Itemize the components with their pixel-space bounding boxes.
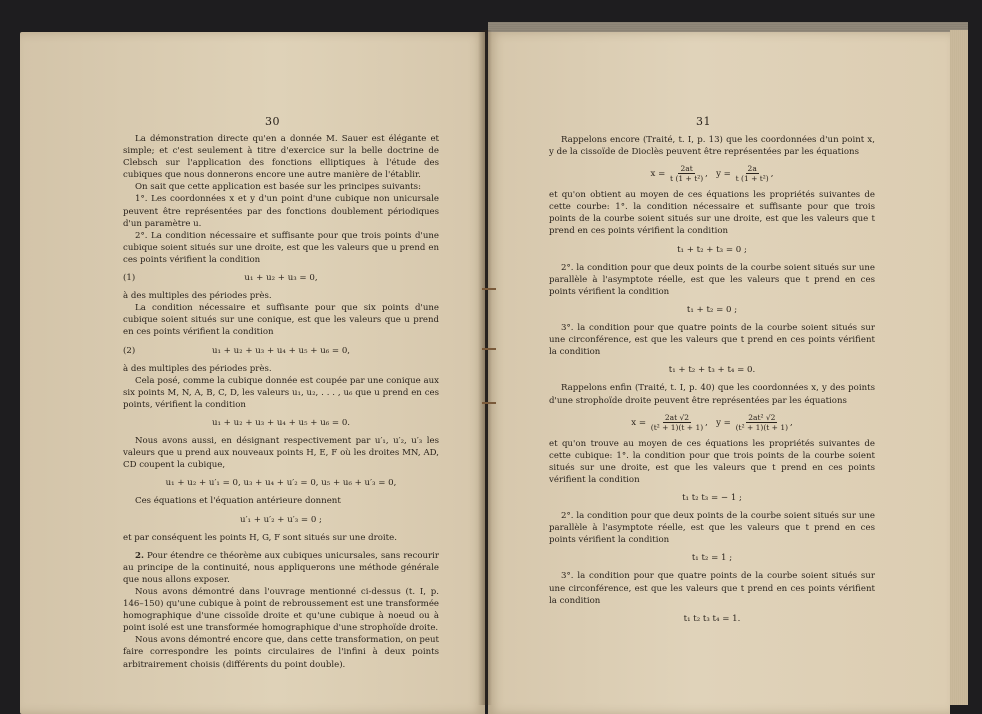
- paragraph: 3°. la condition pour que quatre points de la courbe soient situés sur une circonférence, est que les valeurs que t prend en ces points vérifient la condition: [549, 323, 875, 358]
- equation-strophoid: x = $\frac{2at √2}{\text{(t² + 1)(t + 1)}}$ , y = $\frac{\text{2at² √2}}{\text{(t² + 1)(t + 1)}}$ ,: [631, 412, 793, 432]
- paragraph: Nous avons démontré encore que, dans cette transformation, on peut faire correspondre les points circulaires de l'infini à deux points arbitrairement choisis (différents du point double).: [123, 635, 439, 670]
- paragraph: à des multiples des périodes près.: [123, 363, 272, 374]
- equation: t₁ + t₂ + t₃ + t₄ = 0.: [668, 365, 756, 376]
- equation: t₁ t₂ t₃ = − 1 ;: [682, 492, 742, 503]
- equation: t₁ + t₂ + t₃ = 0 ;: [677, 244, 747, 255]
- equation: u′₁ + u′₂ + u′₃ = 0 ;: [240, 514, 322, 525]
- paragraph: et qu'on trouve au moyen de ces équations les propriétés suivantes de cette cubique: 1°. la condition pour que trois points de la courbe soient situés sur une droite, est que les valeurs que t prend en ces points vérifient la condition: [549, 438, 875, 485]
- paragraph: et qu'on obtient au moyen de ces équations les propriétés suivantes de cette courbe: 1°. la condition nécessaire et suffisante pour que trois points de la courbe soient situés sur une droite, est que les valeurs que t prend en ces points vérifient la condition: [549, 190, 875, 237]
- binding-stitch: [482, 288, 496, 290]
- paragraph: et par conséquent les points H, G, F sont situés sur une droite.: [123, 532, 397, 543]
- book-page-edges: [950, 30, 968, 705]
- equation-number: (1): [123, 273, 136, 284]
- equation-body: u₁ + u₂ + u₃ + u₄ + u₅ + u₆ = 0,: [211, 345, 351, 356]
- fraction: $\frac{2a}{\text{t (1 + t²)}}$: [735, 164, 769, 184]
- equation: t₁ t₂ t₃ t₄ = 1.: [683, 613, 741, 624]
- paragraph: Nous avons aussi, en désignant respectivement par u′₁, u′₂, u′₃ les valeurs que u prend aux nouveaux points H, E, F où les droites MN, AD, CD coupent la cubique,: [123, 436, 439, 471]
- right-page: [488, 32, 950, 714]
- section-number: 2.: [135, 550, 144, 561]
- page-number: 31: [696, 115, 711, 128]
- paragraph: à des multiples des périodes près.: [123, 291, 272, 302]
- paragraph: Ces équations et l'équation antérieure donnent: [135, 496, 341, 507]
- equation-2: [123, 345, 439, 357]
- book-gutter: [478, 30, 492, 705]
- fraction: $\frac{2at}{\text{t (1 + t²)}}$: [670, 164, 704, 184]
- paragraph: 3°. la condition pour que quatre points de la courbe soient situés sur une circonférence, est que les valeurs que t prend en ces points vérifient la condition: [549, 571, 875, 606]
- paragraph: Rappelons encore (Traité, t. I, p. 13) que les coordonnées d'un point x, y de la cissoïde de Dioclès peuvent être représentées par les équations: [549, 135, 875, 158]
- paragraph: On sait que cette application est basée sur les principes suivants:: [135, 182, 421, 193]
- binding-stitch: [482, 402, 496, 404]
- paragraph: 2°. la condition pour que deux points de la courbe soient situés sur une parallèle à l'asymptote réelle, est que les valeurs que t prend en ces points vérifient la condition: [549, 262, 875, 297]
- fraction: $\frac{\text{2at² √2}}{\text{(t² + 1)(t + 1)}}$: [735, 412, 789, 432]
- paragraph-text: Pour étendre ce théorème aux cubiques unicursales, sans recourir au principe de la continuité, nous appliquerons une méthode générale que nous allons exposer.: [123, 550, 439, 585]
- right-page-text: [549, 134, 875, 631]
- equation: t₁ + t₂ = 0 ;: [686, 304, 738, 315]
- equation-1: [123, 272, 439, 284]
- page-number: 30: [265, 115, 280, 128]
- paragraph: 2°. la condition pour que deux points de la courbe soient situés sur une parallèle à l'asymptote réelle, est que les valeurs que t prend en ces points vérifient la condition: [549, 511, 875, 546]
- paragraph: Rappelons enfin (Traité, t. I, p. 40) que les coordonnées x, y des points d'une strophoïde droite peuvent être représentées par les équations: [549, 383, 875, 406]
- left-page-text: [123, 133, 439, 671]
- fraction: $\frac{2at √2}{\text{(t² + 1)(t + 1)}}$: [650, 412, 704, 432]
- left-page: [20, 32, 485, 714]
- paragraph: La condition nécessaire et suffisante pour que six points d'une cubique soient situés sur une conique, est que les valeurs que u prend en ces points vérifient la condition: [123, 303, 439, 338]
- binding-stitch: [482, 348, 496, 350]
- paragraph: Nous avons démontré dans l'ouvrage mentionné ci-dessus (t. I, p. 146–150) qu'une cubique à point de rebroussement est une transformée homographique d'une cissoïde droite et qu'une cubique à noeud ou à point isolé est une transformée homographique d'une strophoïde droite.: [123, 587, 439, 634]
- paragraph: Cela posé, comme la cubique donnée est coupée par une conique aux six points M, N, A, B, C, D, les valeurs u₁, u₂, . . . , u₆ que u prend en ces points, vérifient la condition: [123, 375, 439, 410]
- equation-cissoid: x = $\frac{2at}{\text{t (1 + t²)}}$ , y = $\frac{2a}{\text{t (1 + t²)}}$ ,: [650, 164, 774, 184]
- paragraph: La démonstration directe qu'en a donnée M. Sauer est élégante et simple; et c'est seulement à titre d'exercice sur la belle doctrine de Clebsch sur l'application des fonctions elliptiques à l'étude des cubiques que nous donnerons encore une autre manière de l'établir.: [123, 134, 439, 181]
- paragraph: 2°. La condition nécessaire et suffisante pour que trois points d'une cubique soient situés sur une droite, est que les valeurs que u prend en ces points vérifient la condition: [123, 230, 439, 265]
- paragraph-section-2: [123, 550, 439, 586]
- paragraph: 1°. Les coordonnées x et y d'un point d'une cubique non unicursale peuvent être représentées par des fonctions doublement périodiques d'un paramètre u.: [123, 194, 439, 229]
- equation: u₁ + u₂ + u′₁ = 0, u₃ + u₄ + u′₂ = 0, u₅ + u₆ + u′₃ = 0,: [165, 478, 397, 489]
- equation: t₁ t₂ = 1 ;: [691, 553, 733, 564]
- equation: u₁ + u₂ + u₃ + u₄ + u₅ + u₆ = 0.: [211, 417, 351, 428]
- equation-body: u₁ + u₂ + u₃ = 0,: [244, 273, 318, 284]
- equation-number: (2): [123, 345, 136, 356]
